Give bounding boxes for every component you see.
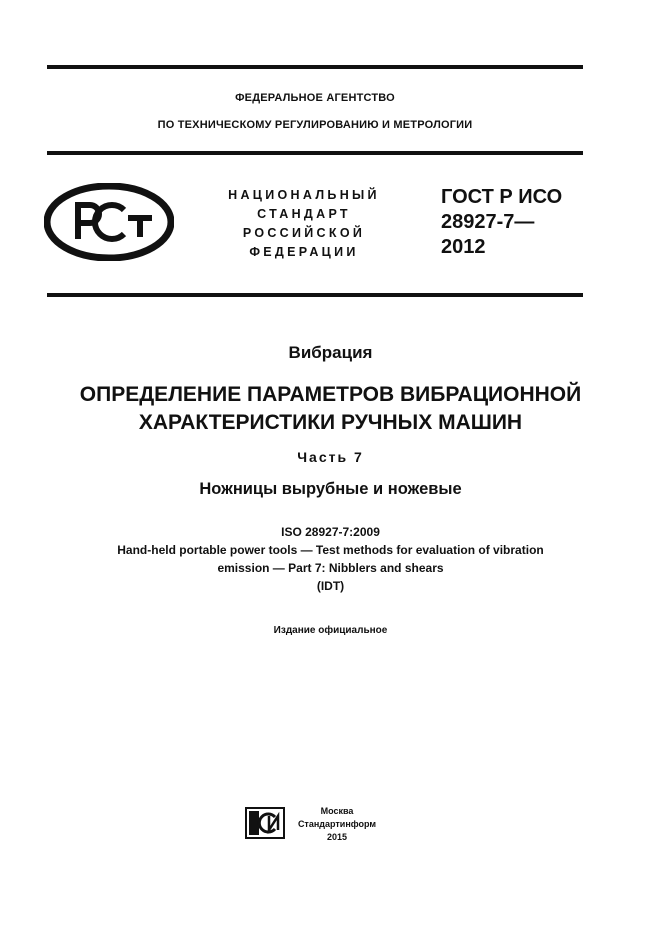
part-subtitle: Ножницы вырубные и ножевые	[199, 480, 462, 498]
national-line-3: РОССИЙСКОЙ	[242, 226, 366, 240]
national-standard-label	[210, 186, 398, 262]
publisher-info	[292, 805, 382, 844]
publication-year: 2015	[326, 832, 348, 842]
publisher-city: Москва	[320, 806, 354, 816]
iso-reference	[30, 523, 631, 595]
main-title	[30, 381, 631, 437]
national-line-1: НАЦИОНАЛЬНЫЙ	[228, 188, 380, 202]
designation-line-3: 2012	[441, 236, 486, 258]
iso-code: ISO 28927-7:2009	[281, 525, 380, 539]
header-bottom-rule	[47, 151, 583, 155]
standard-designation	[441, 185, 581, 260]
main-title-line-2: ХАРАКТЕРИСТИКИ РУЧНЫХ МАШИН	[138, 411, 523, 434]
iso-title-line-1: Hand-held portable power tools — Test methods for evaluation of vibration	[117, 543, 544, 557]
agency-line-1: ФЕДЕРАЛЬНОЕ АГЕНТСТВО	[235, 92, 395, 104]
designation-line-2: 28927-7—	[441, 211, 535, 233]
rst-certification-mark-icon	[44, 183, 174, 261]
publisher-name: Стандартинформ	[297, 819, 377, 829]
national-line-4: ФЕДЕРАЦИИ	[249, 245, 359, 259]
agency-line-2: ПО ТЕХНИЧЕСКОМУ РЕГУЛИРОВАНИЮ И МЕТРОЛОГИИ	[157, 119, 473, 131]
standartinform-logo-icon	[245, 807, 285, 839]
main-title-line-1: ОПРЕДЕЛЕНИЕ ПАРАМЕТРОВ ВИБРАЦИОННОЙ	[79, 383, 582, 406]
iso-title-line-2: emission — Part 7: Nibblers and shears	[217, 561, 444, 575]
topic-title: Вибрация	[288, 343, 373, 362]
designation-line-1: ГОСТ Р ИСО	[441, 186, 563, 208]
edition-label: Издание официальное	[273, 625, 388, 636]
iso-identity: (IDT)	[316, 579, 345, 593]
national-line-2: СТАНДАРТ	[257, 207, 351, 221]
top-rule	[47, 65, 583, 69]
standard-block-rule	[47, 293, 583, 297]
part-number: Часть 7	[297, 449, 364, 465]
